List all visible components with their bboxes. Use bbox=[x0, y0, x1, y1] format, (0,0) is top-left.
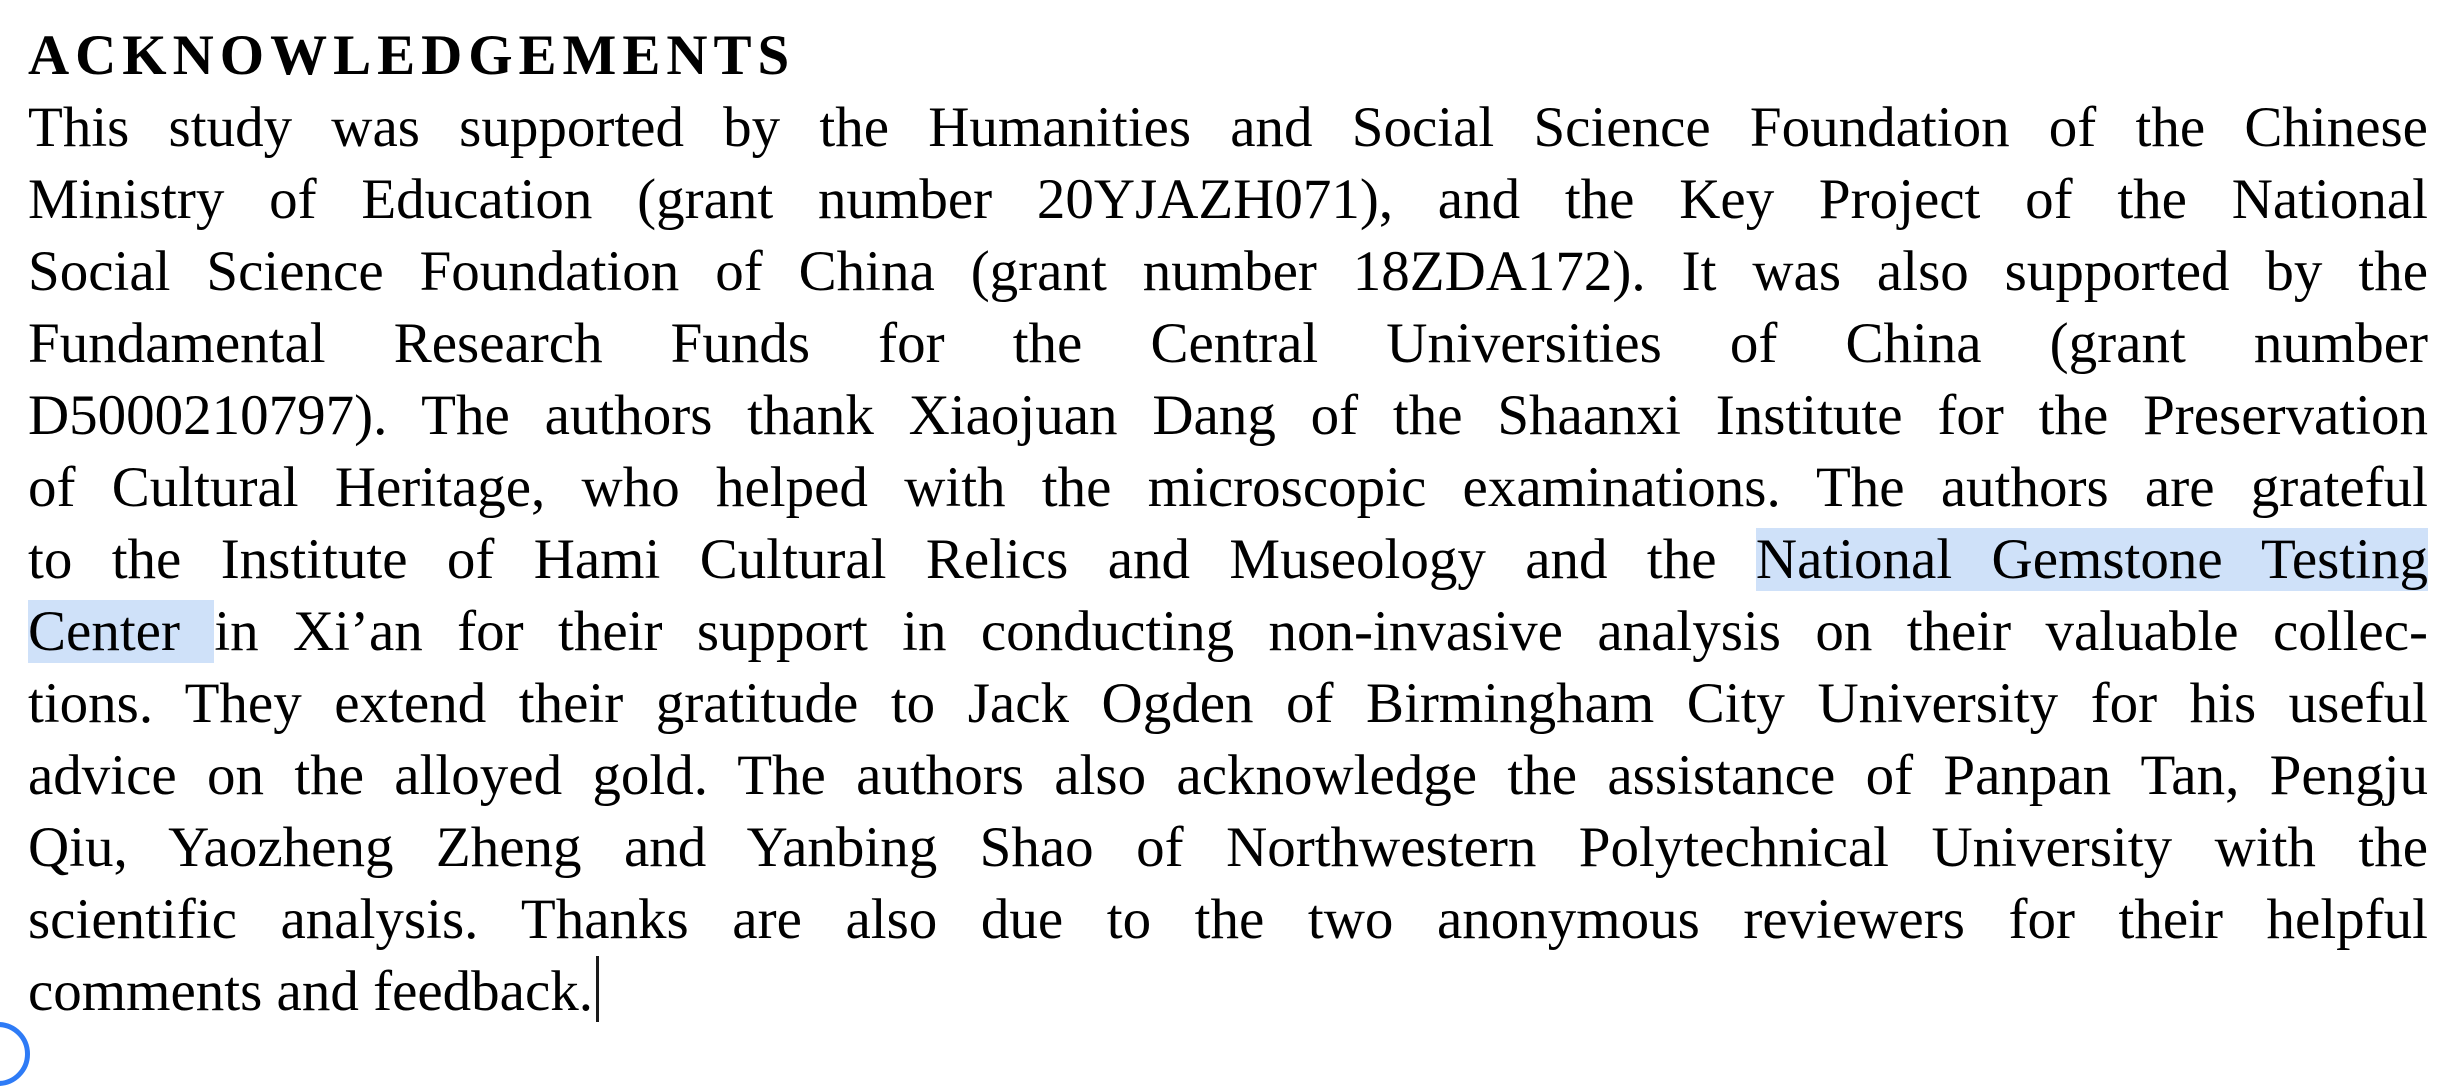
line-text: of Cultural Heritage, who helped with the microscopic examinations. The authors are grateful bbox=[28, 456, 2428, 519]
line-text: Ministry of Education (grant number 20YJAZH071), and the Key Project of the National bbox=[28, 168, 2428, 231]
selected-text[interactable]: Center bbox=[28, 600, 215, 663]
line-text: in Xi’an for their support in conducting non-invasive analysis on their valuable collec- bbox=[214, 600, 2429, 663]
line-text: D5000210797). The authors thank Xiaojuan Dang of the Shaanxi Institute for the Preservation bbox=[28, 384, 2428, 447]
text-line bbox=[28, 164, 2428, 236]
text-line bbox=[28, 812, 2428, 884]
line-text: Qiu, Yaozheng Zheng and Yanbing Shao of Northwestern Polytechnical University with the bbox=[28, 816, 2428, 879]
body-text bbox=[28, 92, 2428, 1028]
text-line bbox=[28, 668, 2428, 740]
line-text: advice on the alloyed gold. The authors also acknowledge the assistance of Panpan Tan, Pengju bbox=[28, 744, 2428, 807]
document-text-area[interactable] bbox=[28, 20, 2428, 1028]
text-line bbox=[28, 92, 2428, 164]
text-line bbox=[28, 236, 2428, 308]
text-line bbox=[28, 596, 2428, 668]
line-text: scientific analysis. Thanks are also due to the two anonymous reviewers for their helpful bbox=[28, 888, 2428, 951]
text-line bbox=[28, 884, 2428, 956]
line-text: Social Science Foundation of China (grant number 18ZDA172). It was also supported by the bbox=[28, 240, 2428, 303]
text-line bbox=[28, 452, 2428, 524]
text-line bbox=[28, 740, 2428, 812]
line-text: comments and feedback. bbox=[28, 960, 594, 1023]
text-line bbox=[28, 308, 2428, 380]
text-line bbox=[28, 956, 2428, 1028]
acknowledgements-heading: ACKNOWLEDGEMENTS bbox=[28, 24, 796, 87]
selection-handle[interactable] bbox=[0, 1022, 30, 1086]
text-caret bbox=[596, 956, 599, 1022]
text-line bbox=[28, 524, 2428, 596]
text-line bbox=[28, 380, 2428, 452]
line-text: This study was supported by the Humanities and Social Science Foundation of the Chinese bbox=[28, 96, 2428, 159]
line-text: Fundamental Research Funds for the Central Universities of China (grant number bbox=[28, 312, 2428, 375]
line-text: tions. They extend their gratitude to Jack Ogden of Birmingham City University for his useful bbox=[28, 672, 2428, 735]
selected-text[interactable]: National Gemstone Testing bbox=[1755, 528, 2428, 591]
line-text: to the Institute of Hami Cultural Relics and Museology and the bbox=[28, 528, 1756, 591]
